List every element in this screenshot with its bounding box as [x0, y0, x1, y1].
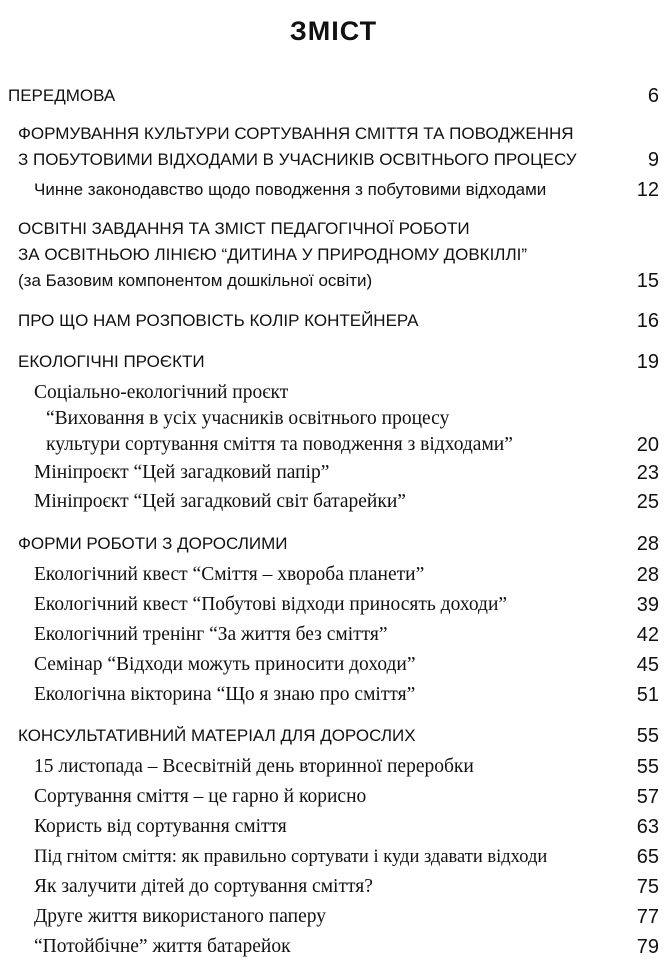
toc-entry-title-line: культури сортування сміття та поводження з відходами”	[46, 434, 513, 455]
toc-entry-seminar[interactable]	[0, 653, 667, 677]
toc-page-number: 12	[636, 179, 659, 201]
toc-entry-section-educational-tasks[interactable]	[0, 217, 667, 293]
toc-page-number: 42	[636, 624, 659, 646]
toc-entry-title: “Потойбічне” життя батарейок	[34, 936, 291, 957]
toc-page-number: 19	[636, 351, 659, 373]
toc-entry-title: Як залучити дітей до сортування сміття?	[34, 876, 373, 897]
toc-entry-title: КОНСУЛЬТАТИВНИЙ МАТЕРІАЛ ДЛЯ ДОРОСЛИХ	[18, 726, 416, 745]
toc-entry-title-line: (за Базовим компонентом дошкільної освіти)	[18, 271, 373, 290]
toc-page-number: 57	[636, 786, 659, 808]
toc-page-number: 55	[636, 725, 659, 747]
toc-page-number: 65	[636, 846, 659, 868]
toc-page-number: 63	[636, 816, 659, 838]
toc-page-number: 9	[647, 149, 659, 171]
toc-entry-title-line: ЗА ОСВІТНЬОЮ ЛІНІЄЮ “ДИТИНА У ПРИРОДНОМУ ДОВКІЛЛІ”	[18, 245, 527, 264]
toc-page-number: 51	[636, 684, 659, 706]
toc-page-number: 16	[636, 310, 659, 332]
toc-entry-title: ПЕРЕДМОВА	[8, 86, 116, 105]
toc-entry-sorting-good[interactable]	[0, 785, 667, 809]
toc-entry-ecological-projects[interactable]	[0, 350, 667, 374]
toc-entry-title-line: З ПОБУТОВИМИ ВІДХОДАМИ В УЧАСНИКІВ ОСВІТНЬОГО ПРОЦЕСУ	[18, 150, 577, 169]
toc-entry-title: Друге життя використаного паперу	[34, 906, 326, 927]
toc-page-number: 28	[636, 564, 659, 586]
toc-entry-miniproject-paper[interactable]	[0, 461, 667, 485]
toc-entry-how-to-sort[interactable]	[0, 845, 667, 869]
toc-entry-training[interactable]	[0, 623, 667, 647]
toc-entry-legislation[interactable]	[0, 178, 667, 202]
toc-entry-work-with-adults[interactable]	[0, 532, 667, 556]
toc-entry-title: Екологічний квест “Побутові відходи приносять доходи”	[34, 594, 508, 615]
toc-page-number: 77	[636, 906, 659, 928]
toc-entry-title: Екологічний тренінг “За життя без сміття”	[34, 624, 388, 645]
toc-entry-quiz[interactable]	[0, 683, 667, 707]
toc-page-number: 75	[636, 876, 659, 898]
toc-page-number: 6	[647, 85, 659, 107]
toc-entry-title: Чинне законодавство щодо поводження з побутовими відходами	[34, 180, 547, 199]
toc-entry-title-line: ОСВІТНІ ЗАВДАННЯ ТА ЗМІСТ ПЕДАГОГІЧНОЇ РОБОТИ	[18, 219, 470, 238]
toc-entry-title: Сортування сміття – це гарно й корисно	[34, 786, 367, 807]
toc-page-number: 55	[636, 756, 659, 778]
page-title: ЗМІСТ	[289, 16, 378, 46]
toc-entry-title: ЕКОЛОГІЧНІ ПРОЄКТИ	[18, 352, 205, 371]
toc-entry-title: Екологічна вікторина “Що я знаю про сміття”	[34, 684, 416, 705]
toc-page-number: 79	[636, 936, 659, 958]
toc-entry-quest-planet[interactable]	[0, 563, 667, 587]
toc-entry-title: Мініпроєкт “Цей загадковий папір”	[34, 462, 330, 483]
toc-entry-paper-second-life[interactable]	[0, 905, 667, 929]
toc-entry-title-line: “Виховання в усіх учасників освітнього процесу	[46, 408, 450, 429]
toc-entry-recycling-day[interactable]	[0, 755, 667, 779]
toc-entry-social-ecological-project[interactable]	[0, 381, 667, 457]
toc-entry-title: Мініпроєкт “Цей загадковий світ батарейки”	[34, 491, 406, 512]
toc-entry-title: ФОРМИ РОБОТИ З ДОРОСЛИМИ	[18, 534, 288, 553]
toc-entry-foreword[interactable]	[0, 84, 667, 108]
toc-entry-battery-afterlife[interactable]	[0, 935, 667, 959]
toc-entry-title: 15 листопада – Всесвітній день вторинної переробки	[34, 756, 474, 777]
toc-entry-title-line: ФОРМУВАННЯ КУЛЬТУРИ СОРТУВАННЯ СМІТТЯ ТА ПОВОДЖЕННЯ	[18, 124, 574, 143]
toc-entry-section-sorting-culture[interactable]	[0, 122, 667, 174]
toc-entry-title: Семінар “Відходи можуть приносити доходи”	[34, 654, 416, 675]
toc-page-number: 45	[636, 654, 659, 676]
toc-entry-involve-children[interactable]	[0, 875, 667, 899]
toc-entry-container-color[interactable]	[0, 309, 667, 333]
toc-page-number: 28	[636, 533, 659, 555]
toc-page-number: 20	[636, 434, 659, 456]
toc-entry-sorting-benefit[interactable]	[0, 815, 667, 839]
toc-page-number: 25	[636, 491, 659, 513]
toc-entry-title: ПРО ЩО НАМ РОЗПОВІСТЬ КОЛІР КОНТЕЙНЕРА	[18, 311, 419, 330]
toc-entry-quest-household[interactable]	[0, 593, 667, 617]
toc-entry-title: Екологічний квест “Сміття – хвороба планети”	[34, 564, 425, 585]
toc-entry-miniproject-battery[interactable]	[0, 490, 667, 514]
toc-entry-title: Користь від сортування сміття	[34, 816, 287, 837]
toc-page-number: 39	[636, 594, 659, 616]
toc-entry-consulting-material[interactable]	[0, 724, 667, 748]
toc-page-number: 23	[636, 462, 659, 484]
toc-entry-title: Під гнітом сміття: як правильно сортувати і куди здавати відходи	[34, 847, 548, 867]
toc-entry-title-line: Соціально-екологічний проєкт	[34, 382, 289, 403]
toc-page-number: 15	[636, 270, 659, 292]
